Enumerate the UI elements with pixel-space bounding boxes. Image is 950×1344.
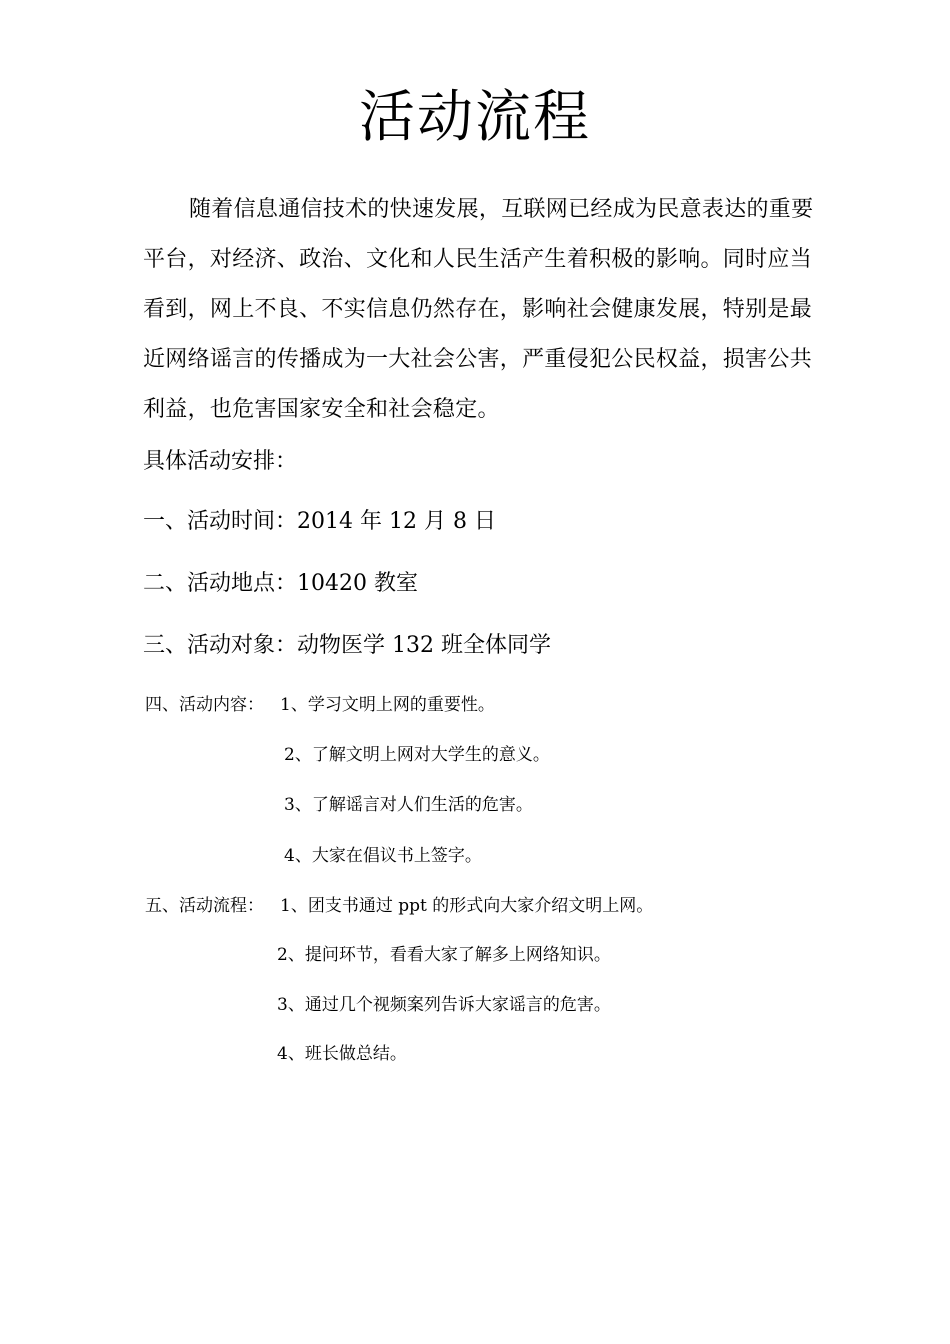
intro-line-1: 随着信息通信技术的快速发展，互联网已经成为民意表达的重要 bbox=[189, 197, 814, 222]
document-title: 活动流程 bbox=[359, 85, 591, 150]
content-item-2: 2、了解文明上网对大学生的意义。 bbox=[284, 745, 550, 765]
activity-place: 二、活动地点：10420 教室 bbox=[143, 571, 418, 596]
intro-line-3: 看到，网上不良、不实信息仍然存在，影响社会健康发展，特别是最 bbox=[143, 297, 813, 322]
arrangement-heading: 具体活动安排： bbox=[143, 449, 298, 474]
intro-line-5: 利益，也危害国家安全和社会稳定。 bbox=[143, 397, 500, 422]
content-item-1: 1、学习文明上网的重要性。 bbox=[280, 695, 495, 715]
content-item-4: 4、大家在倡议书上签字。 bbox=[284, 846, 482, 866]
content-item-3: 3、了解谣言对人们生活的危害。 bbox=[284, 795, 533, 815]
content-label: 四、活动内容： bbox=[145, 695, 264, 715]
activity-time: 一、活动时间：2014 年 12 月 8 日 bbox=[143, 509, 496, 534]
process-item-4: 4、班长做总结。 bbox=[277, 1044, 407, 1064]
process-item-2: 2、提问环节，看看大家了解多上网络知识。 bbox=[277, 945, 611, 965]
intro-line-4: 近网络谣言的传播成为一大社会公害，严重侵犯公民权益，损害公共 bbox=[143, 347, 813, 372]
process-label: 五、活动流程： bbox=[145, 896, 264, 916]
intro-line-2: 平台，对经济、政治、文化和人民生活产生着积极的影响。同时应当 bbox=[143, 247, 813, 272]
process-item-1: 1、团支书通过 ppt 的形式向大家介绍文明上网。 bbox=[280, 896, 654, 916]
process-item-3: 3、通过几个视频案列告诉大家谣言的危害。 bbox=[277, 995, 611, 1015]
activity-audience: 三、活动对象：动物医学 132 班全体同学 bbox=[143, 633, 551, 658]
